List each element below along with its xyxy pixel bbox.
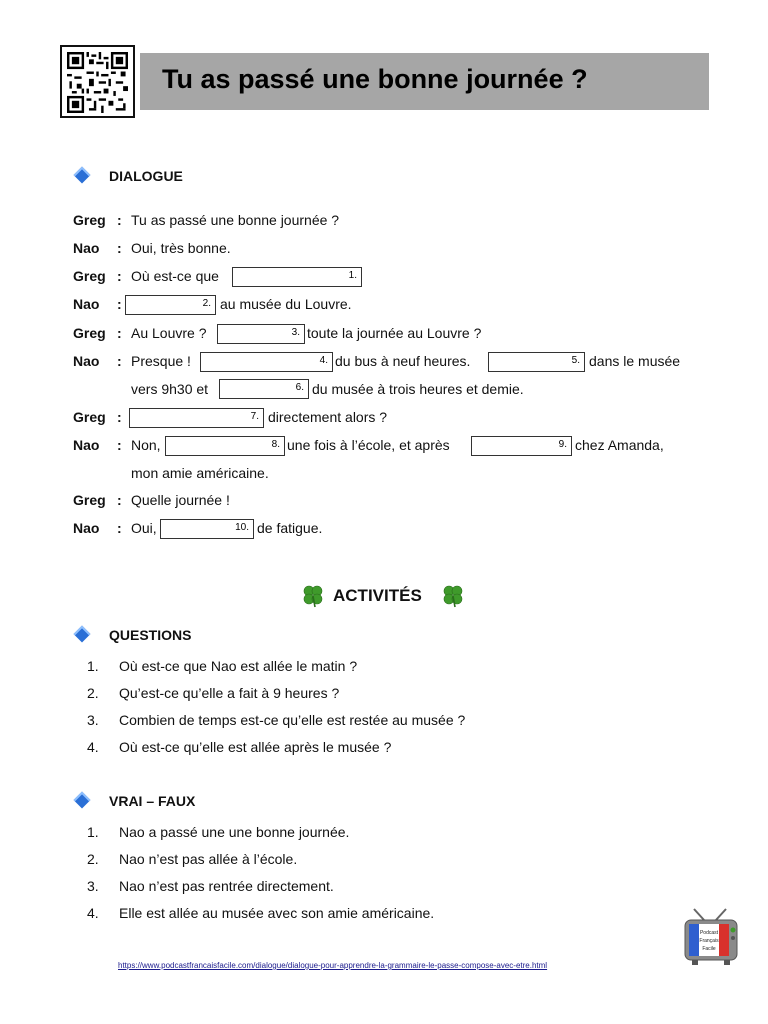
blue-diamond-icon (74, 792, 91, 809)
speaker-colon: : (117, 437, 122, 453)
blank-field-6[interactable] (219, 379, 309, 399)
dialogue-text: directement alors ? (268, 409, 388, 425)
blank-number: 2. (202, 298, 211, 309)
statement-text: Nao n’est pas allée à l’école. (119, 851, 298, 867)
dialogue-text: Non, (131, 437, 161, 453)
activities-title: ACTIVITÉS (333, 586, 422, 605)
question-text: Combien de temps est-ce qu’elle est restée au musée ? (119, 712, 466, 728)
question-text: Où est-ce qu’elle est allée après le musée ? (119, 739, 392, 755)
speaker-colon: : (117, 325, 122, 341)
tv-logo-icon (682, 906, 740, 968)
statement-text: Nao a passé une une bonne journée. (119, 824, 350, 840)
blue-diamond-icon (74, 167, 91, 184)
dialogue-text: Au Louvre ? (131, 325, 207, 341)
speaker-colon: : (117, 212, 122, 228)
qr-code-icon (67, 52, 128, 113)
speaker-colon: : (117, 492, 122, 508)
statement-text: Elle est allée au musée avec son amie américaine. (119, 905, 435, 921)
dialogue-text: du musée à trois heures et demie. (312, 381, 524, 397)
blank-field-7[interactable] (129, 408, 264, 428)
dialogue-text: mon amie américaine. (131, 465, 269, 481)
question-number: 4. (87, 739, 99, 755)
four-leaf-clover-icon (300, 583, 326, 609)
dialogue-text: de fatigue. (257, 520, 323, 536)
blank-field-4[interactable] (200, 352, 333, 372)
blank-field-2[interactable] (125, 295, 216, 315)
blank-number: 4. (319, 355, 328, 366)
statement-number: 4. (87, 905, 99, 921)
speaker-label: Nao (73, 520, 100, 536)
speaker-label: Nao (73, 240, 100, 256)
title-bar (140, 53, 709, 110)
speaker-label: Greg (73, 212, 106, 228)
blank-number: 5. (571, 355, 580, 366)
page-title: Tu as passé une bonne journée ? (162, 64, 588, 94)
speaker-colon: : (117, 296, 122, 312)
speaker-label: Greg (73, 492, 106, 508)
blank-field-9[interactable] (471, 436, 572, 456)
speaker-label: Nao (73, 296, 100, 312)
blank-number: 3. (291, 327, 300, 338)
logo-text: Facile (702, 946, 716, 952)
statement-number: 3. (87, 878, 99, 894)
speaker-label: Nao (73, 353, 100, 369)
speaker-label: Greg (73, 409, 106, 425)
logo-text: Français (699, 938, 719, 944)
blank-number: 8. (271, 439, 280, 450)
question-number: 1. (87, 658, 99, 674)
section-heading-questions: QUESTIONS (109, 627, 192, 643)
speaker-colon: : (117, 240, 122, 256)
blank-number: 9. (558, 439, 567, 450)
dialogue-text: Quelle journée ! (131, 492, 230, 508)
blank-field-10[interactable] (160, 519, 254, 539)
blank-field-3[interactable] (217, 324, 305, 344)
dialogue-text: Oui, très bonne. (131, 240, 231, 256)
speaker-colon: : (117, 268, 122, 284)
dialogue-text: Tu as passé une bonne journée ? (131, 212, 340, 228)
dialogue-text: dans le musée (589, 353, 681, 369)
dialogue-text: Où est-ce que (131, 268, 219, 284)
statement-text: Nao n’est pas rentrée directement. (119, 878, 334, 894)
section-heading-vrai-faux: VRAI – FAUX (109, 793, 196, 809)
speaker-label: Greg (73, 325, 106, 341)
dialogue-text: une fois à l’école, et après (287, 437, 450, 453)
question-number: 2. (87, 685, 99, 701)
speaker-colon: : (117, 520, 122, 536)
statement-number: 2. (87, 851, 99, 867)
blank-number: 10. (235, 522, 249, 533)
dialogue-text: vers 9h30 et (131, 381, 209, 397)
blank-number: 1. (348, 270, 357, 281)
dialogue-text: du bus à neuf heures. (335, 353, 471, 369)
dialogue-text: au musée du Louvre. (220, 296, 352, 312)
speaker-colon: : (117, 353, 122, 369)
source-link[interactable]: https://www.podcastfrancaisfacile.com/dialogue/dialogue-pour-apprendre-la-grammaire-le-passe-compose-avec-etre.html (118, 961, 548, 970)
speaker-label: Nao (73, 437, 100, 453)
dialogue-text: toute la journée au Louvre ? (307, 325, 482, 341)
blank-field-5[interactable] (488, 352, 585, 372)
speaker-colon: : (117, 409, 122, 425)
four-leaf-clover-icon (440, 583, 466, 609)
question-text: Où est-ce que Nao est allée le matin ? (119, 658, 358, 674)
section-heading-dialogue: DIALOGUE (109, 168, 183, 184)
question-text: Qu’est-ce qu’elle a fait à 9 heures ? (119, 685, 340, 701)
speaker-label: Greg (73, 268, 106, 284)
blank-number: 7. (250, 411, 259, 422)
blue-diamond-icon (74, 626, 91, 643)
dialogue-text: Oui, (131, 520, 157, 536)
blank-field-1[interactable] (232, 267, 362, 287)
question-number: 3. (87, 712, 99, 728)
dialogue-text: chez Amanda, (575, 437, 664, 453)
blank-number: 6. (295, 382, 304, 393)
logo-text: Podcast (699, 930, 719, 936)
activities-heading (300, 583, 468, 609)
blank-field-8[interactable] (165, 436, 285, 456)
qr-code (60, 45, 135, 118)
dialogue-text: Presque ! (131, 353, 191, 369)
statement-number: 1. (87, 824, 99, 840)
